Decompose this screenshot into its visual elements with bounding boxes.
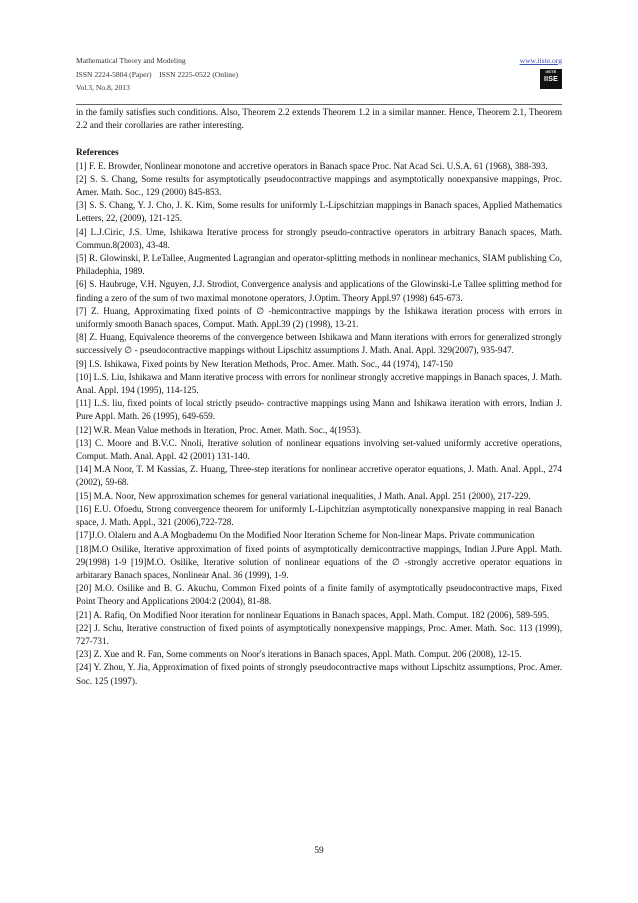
journal-url-link[interactable]: www.iiste.org bbox=[519, 56, 562, 65]
reference-item: [4] L.J.Ciric, J.S. Ume, Ishikawa Iterative process for strongly pseudo-contractive operators in arbitrary Banach spaces, Math. Commun.8(2003), 43-48. bbox=[76, 226, 562, 250]
reference-item: [20] M.O. Osilike and B. G. Akuchu, Common Fixed points of a finite family of asymptotically pseudocontractive maps, Fixed Point Theory and Applications 2004:2 (2004), 81-88. bbox=[76, 583, 562, 607]
reference-item: [1] F. E. Browder, Nonlinear monotone and accretive operators in Banach space Proc. Nat Acad Sci. U.S.A. 61 (1968), 388-393. bbox=[76, 160, 548, 171]
reference-item: [7] Z. Huang, Approximating fixed points of ∅ -hemicontractive mappings by the Ishikawa iteration process with errors in uniformly smooth Banach spaces, Comput. Math. Appl.39 (2) (1998), 13-21. bbox=[76, 305, 562, 330]
reference-item: [15] M.A. Noor, New approximation schemes for general variational inequalities, J Math. Anal. Appl. 251 (2000), 217-229. bbox=[76, 490, 531, 501]
issn-text: ISSN 2224-5804 (Paper) ISSN 2225-0522 (Online) bbox=[76, 69, 238, 79]
volume-text: Vol.3, No.8, 2013 bbox=[76, 83, 130, 92]
intro-paragraph: in the family satisfies such conditions. Also, Theorem 2.2 extends Theorem 1.2 in a similar manner. Hence, Theorem 2.1, Theorem 2.2 and their corollaries are rather interesting. bbox=[76, 107, 562, 131]
reference-item: [5] R. Glowinski, P. LeTallee, Augmented Lagrangian and operator-splitting methods in nonlinear mechanics, SIAM publishing Co, Philadephia, 1989. bbox=[76, 253, 562, 277]
page-header bbox=[76, 54, 562, 95]
iiste-logo: IISTE IISE bbox=[540, 69, 562, 89]
reference-item: [11] L.S. liu, fixed points of local strictly pseudo- contractive mappings using Mann and Ishikawa iteration with errors, Indian J. Pure Appl. Math. 26 (1995), 649-659. bbox=[76, 398, 562, 422]
reference-item: [14] M.A Noor, T. M Kassias, Z. Huang, Three-step iterations for nonlinear accretive operator equations, J. Math. Anal. Appl., 274 (2002), 59-68. bbox=[76, 464, 562, 488]
reference-item: [23] Z. Xue and R. Fan, Some comments on Noor′s iterations in Banach spaces, Appl. Math. Comput. 206 (2008), 12-15. bbox=[76, 649, 522, 660]
reference-item: [13] C. Moore and B.V.C. Nnoli, Iterative solution of nonlinear equations involving set-valued uniformly accretive operations, Comput. Math. Anal. Appl. 42 (2001) 131-140. bbox=[76, 437, 562, 462]
reference-item: [16] E.U. Ofoedu, Strong convergence theorem for uniformly L-Lipchitzian asymptotically nonexpansive mapping in real Banach space, J. Math. Appl., 321 (2006),722-728. bbox=[76, 503, 562, 528]
reference-item: [8] Z. Huang, Equivalence theorems of the convergence between Ishikawa and Mann iterations with errors for generalized strongly successively ∅ - pseudocontractive mappings without Lipschitz assumptions J. Math. Anal. Appl. 329(2007), 935-947. bbox=[76, 332, 562, 356]
reference-item: [18]M.O Osilike, Iterative approximation of fixed points of asymptotically demicontractive mappings, Indian J.Pure Appl. Math. 29(1998) 1-9 [19]M.O. Osilike, Iterative solution of nonlinear equations of the ∅ -strongly accretive operator equations in arbitarary Banach spaces, Nonlinear Anal. 36 (1999), 1-9. bbox=[76, 543, 562, 580]
reference-item: [6] S. Haubruge, V.H. Nguyen, J.J. Strodiot, Convergence analysis and applications of the Glowinski-Le Tallee splitting method for finding a zero of the sum of two maximal monotone operators, J.Optim. Theory Appl.97 (1998) 645-673. bbox=[76, 279, 562, 303]
header-divider bbox=[76, 104, 562, 105]
page-number: 59 bbox=[314, 845, 324, 855]
reference-item: [2] S. S. Chang, Some results for asymptotically pseudocontractive mappings and asymptotically nonexpansive mappings, Proc. Amer. Math. Soc., 129 (2000) 845-853. bbox=[76, 173, 562, 198]
reference-item: [3] S. S. Chang, Y. J. Cho, J. K. Kim, Some results for uniformly L-Lipschitzian mappings in Banach spaces, Applied Mathematics Letters, 22, (2009), 121-125. bbox=[76, 200, 562, 224]
reference-item: [22] J. Schu, Iterative construction of fixed points of asymptotically nonexpensive mappings, Proc. Amer. Math. Soc. 113 (1999), 727-731. bbox=[76, 622, 562, 646]
reference-item: [17]J.O. Olaleru and A.A Mogbademu On the Modified Noor Iteration Scheme for Non-linear Maps. Private communication bbox=[76, 530, 535, 541]
journal-title: Mathematical Theory and Modeling bbox=[76, 56, 186, 65]
reference-item: [24] Y. Zhou, Y. Jia, Approximation of fixed points of strongly pseudocontractive maps without Lipschitz assumptions, Proc. Amer. Soc. 125 (1997). bbox=[76, 662, 562, 686]
reference-item: [9] I.S. Ishikawa, Fixed points by New Iteration Methods, Proc. Amer. Math. Soc., 44 (1974), 147-150 bbox=[76, 358, 453, 369]
references-list bbox=[76, 160, 562, 688]
reference-item: [21] A. Rafiq, On Modified Noor iteration for nonlinear Equations in Banach spaces, Appl. Math. Comput. 182 (2006), 589-595. bbox=[76, 609, 550, 620]
page-body bbox=[76, 106, 562, 688]
reference-item: [12] W.R. Mean Value methods in Iteration, Proc. Amer. Math. Soc., 4(1953). bbox=[76, 424, 362, 435]
references-heading: References bbox=[76, 147, 119, 158]
reference-item: [10] L.S. Liu, Ishikawa and Mann iterative process with errors for nonlinear strongly accretive mappings in Banach spaces, J. Math. Anal. Appl. 194 (1995), 114-125. bbox=[76, 371, 562, 396]
